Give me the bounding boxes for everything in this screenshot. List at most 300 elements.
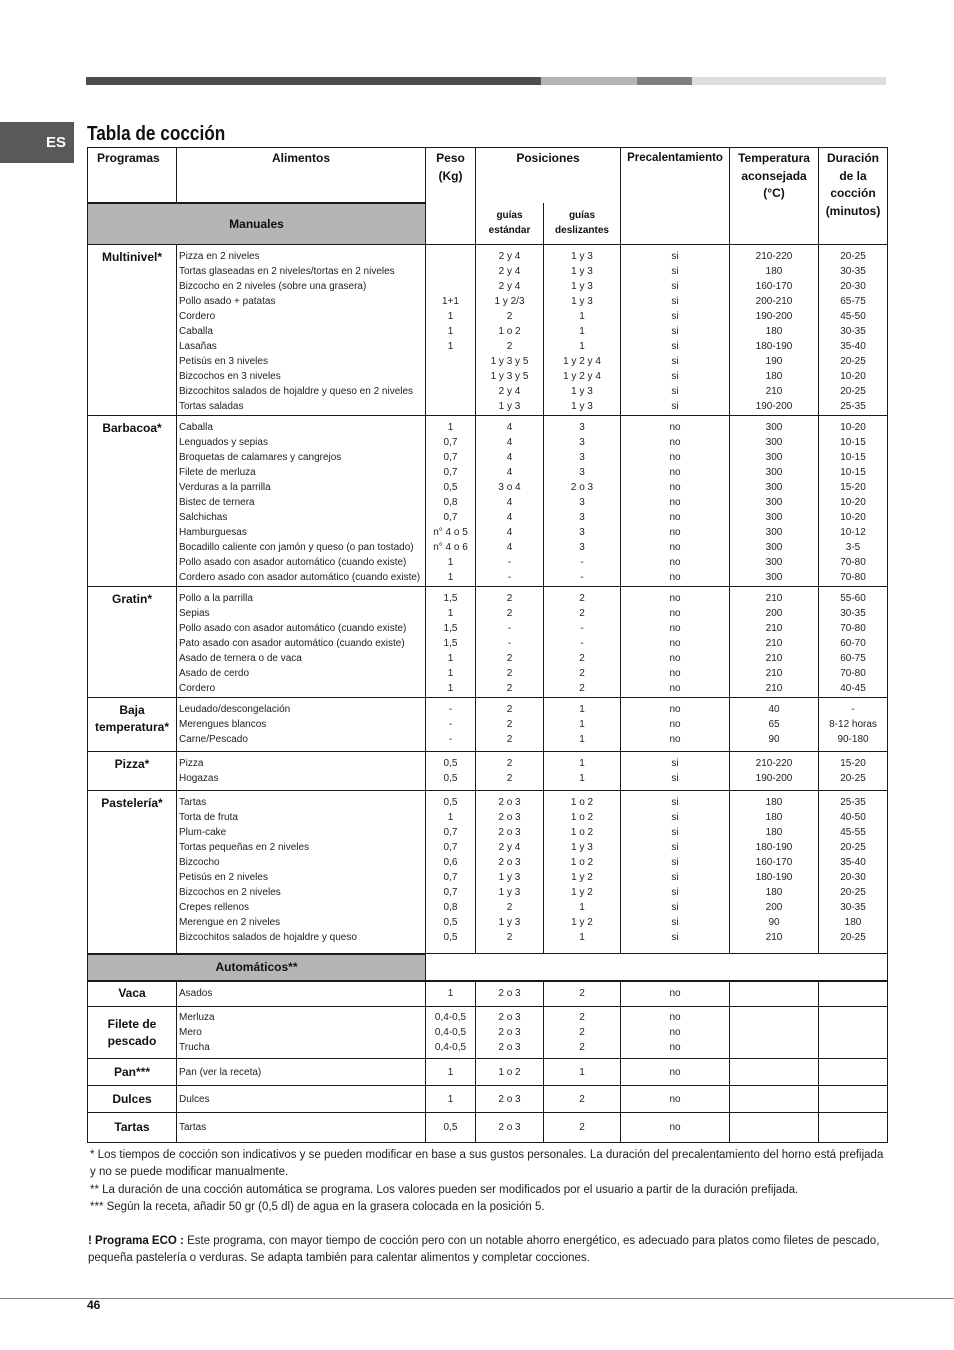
weight-value: 0,5 (443, 758, 458, 769)
preheat-value: no (669, 497, 681, 508)
preheat-value: si (671, 857, 679, 868)
standard-rack-cell (476, 1086, 544, 1113)
temperature-value: 300 (765, 422, 783, 433)
header-bar (86, 77, 886, 85)
standard-rack-position: 4 (506, 512, 513, 523)
sliding-rack-position: 1 o 2 (570, 812, 594, 823)
weight-value: 0,7 (443, 467, 458, 478)
temperature-cell (730, 587, 819, 698)
program-cell (88, 587, 177, 698)
weight-value: 0,5 (443, 932, 458, 943)
preheat-value: si (671, 872, 679, 883)
standard-rack-position: 2 (506, 902, 513, 913)
preheat-value: no (669, 623, 681, 634)
preheat-value: si (671, 371, 679, 382)
sliding-rack-position: 1 (579, 773, 585, 784)
weight-value: 0,7 (443, 842, 458, 853)
standard-rack-position: 2 y 4 (498, 842, 521, 853)
food-item: Bizcochitos salados de hojaldre y queso en 2 niveles (179, 386, 414, 397)
food-item: Bizcochos en 3 niveles (179, 371, 281, 382)
duration-value: 30-35 (840, 608, 866, 619)
weight-cell (426, 1113, 476, 1143)
preheat-cell (621, 752, 730, 791)
weight-value (426, 399, 475, 414)
footnote: ** La duración de una cocción automática se programa. Los valores pueden ser modificados por el usuario a partir de la duración prefijada. (90, 1183, 799, 1196)
sliding-rack-position: - (580, 557, 584, 568)
duration-value: 65-75 (840, 296, 866, 307)
standard-rack-position: 1 y 3 (498, 917, 521, 928)
food-item: Tortas pequeñas en 2 niveles (179, 842, 310, 853)
weight-value: 0,5 (443, 917, 458, 928)
duration-cell (819, 752, 888, 791)
footnote: * Los tiempos de cocción son indicativos y se pueden modificar en base a sus gustos personales. La duración del precalentamiento del horno está prefijada y no se puede modificar manualmente. (90, 1149, 884, 1179)
header-temperatura: Temperatura aconsejada (°C) (730, 148, 819, 245)
standard-rack-position: 2 o 3 (498, 1122, 521, 1133)
duration-value: 20-25 (840, 251, 866, 262)
sliding-rack-cell (544, 1113, 621, 1143)
header-alimentos: Alimentos (177, 148, 426, 203)
duration-value: 60-75 (840, 653, 866, 664)
sliding-rack-position: 3 (579, 542, 585, 553)
standard-rack-position: 2 o 3 (498, 988, 521, 1000)
sliding-rack-cell (544, 416, 621, 587)
duration-value: 10-15 (840, 437, 866, 448)
sliding-rack-position: 1 o 2 (570, 797, 594, 808)
food-item: Torta de fruta (179, 812, 238, 823)
weight-value: 1+1 (442, 296, 459, 307)
sliding-rack-cell (544, 1086, 621, 1113)
standard-rack-position: 4 (506, 467, 513, 478)
temperature-value: 210 (765, 638, 783, 649)
weight-value: 0,7 (443, 887, 458, 898)
temperature-value: 210 (765, 593, 783, 604)
food-item: Broquetas de calamares y cangrejos (179, 452, 342, 463)
food-item: Tortas glaseadas en 2 niveles/tortas en 2 niveles (179, 266, 395, 277)
temperature-value: 210 (765, 932, 783, 943)
food-item: Caballa (179, 326, 213, 337)
sliding-rack-cell (544, 752, 621, 791)
duration-value: 25-35 (840, 401, 866, 412)
table-header-row (88, 148, 888, 203)
duration-cell (819, 245, 888, 416)
sliding-rack-cell (544, 698, 621, 752)
duration-value: 30-35 (840, 326, 866, 337)
weight-value: 1 (447, 422, 454, 433)
sliding-rack-position: 3 (579, 512, 585, 523)
food-item: Bocadillo caliente con jamón y queso (o pan tostado) (179, 542, 414, 553)
preheat-cell (621, 791, 730, 954)
preheat-value: no (669, 452, 681, 463)
eco-note-text: Este programa, con mayor tiempo de cocción pero con un notable ahorro energético, es adecuado para platos como filetes de pescado, pequeña pastelería o verduras. Se adapta también para calentar alimentos y completar cocciones. (88, 1235, 880, 1264)
sliding-rack-position: - (580, 638, 584, 649)
weight-value: 1,5 (443, 638, 458, 649)
duration-cell (819, 1007, 888, 1059)
sliding-rack-position: 1 y 3 (571, 386, 593, 397)
temperature-value: 180 (765, 326, 783, 337)
standard-rack-cell (476, 981, 544, 1007)
weight-value: 1 (447, 668, 454, 679)
preheat-value: si (671, 326, 679, 337)
weight-cell (426, 245, 476, 416)
preheat-value: no (669, 593, 681, 604)
duration-value: 20-30 (840, 872, 866, 883)
duration-value: 35-40 (840, 857, 866, 868)
preheat-value: no (669, 482, 681, 493)
standard-rack-cell (476, 791, 544, 954)
preheat-value: si (671, 281, 679, 292)
duration-value: 20-30 (840, 281, 866, 292)
food-item: Hamburguesas (179, 527, 247, 538)
temperature-value: 180-190 (755, 842, 793, 853)
manual-program-row (88, 587, 888, 698)
duration-value: 20-25 (840, 386, 866, 397)
duration-value: 70-80 (840, 572, 866, 583)
temperature-value: 190-200 (755, 311, 793, 322)
temperature-value: 40 (768, 704, 780, 715)
food-item: Pizza en 2 niveles (179, 251, 260, 262)
food-item: Filete de merluza (179, 467, 256, 478)
food-item: Bizcochitos salados de hojaldre y queso (179, 932, 357, 943)
food-item: Carne/Pescado (179, 734, 248, 745)
temperature-value: 180-190 (755, 341, 793, 352)
duration-value: 20-25 (840, 842, 866, 853)
temperature-cell (730, 416, 819, 587)
weight-cell (426, 1059, 476, 1086)
weight-value: 1,5 (443, 593, 458, 604)
manual-program-row (88, 698, 888, 752)
weight-value: 1 (447, 1093, 454, 1105)
temperature-value: 210 (765, 653, 783, 664)
standard-rack-position: 1 y 3 y 5 (490, 356, 529, 367)
weight-value: 1 (447, 311, 454, 322)
food-item: Cordero (179, 311, 216, 322)
weight-value: 1,5 (443, 623, 458, 634)
duration-value: 35-40 (840, 341, 866, 352)
weight-value (426, 384, 475, 399)
standard-rack-position: 2 (506, 311, 513, 322)
food-item: Pizza (179, 758, 204, 769)
temperature-value: 180 (765, 371, 783, 382)
weight-value (426, 279, 475, 294)
sliding-rack-position: 3 (579, 437, 585, 448)
weight-value: - (448, 704, 453, 715)
preheat-value: si (671, 401, 679, 412)
preheat-value: si (671, 266, 679, 277)
duration-value: - (851, 704, 855, 715)
weight-value: 0,8 (443, 902, 458, 913)
automatic-programs-body (88, 981, 888, 1143)
food-item: Verduras a la parrilla (179, 482, 271, 493)
sliding-rack-position: 2 (579, 988, 585, 1000)
weight-value (426, 264, 475, 279)
program-cell (88, 1086, 177, 1113)
sliding-rack-position: 1 y 2 (571, 872, 593, 883)
weight-value: 1 (447, 683, 454, 694)
duration-value: 10-15 (840, 452, 866, 463)
food-cell (177, 1007, 426, 1059)
standard-rack-position: 4 (506, 452, 513, 463)
header-guias-estandar: guías estándar (476, 203, 544, 245)
weight-value: 1 (447, 326, 454, 337)
weight-cell (426, 698, 476, 752)
preheat-value: no (669, 719, 681, 730)
weight-value: 0,5 (443, 773, 458, 784)
sliding-rack-position: 1 o 2 (570, 857, 594, 868)
temperature-value: 200 (765, 608, 783, 619)
duration-cell (819, 698, 888, 752)
standard-rack-position: 2 (506, 593, 513, 604)
preheat-value: si (671, 356, 679, 367)
weight-value: 0,5 (443, 797, 458, 808)
weight-value: 0,4-0,5 (434, 1012, 467, 1023)
program-cell (88, 981, 177, 1007)
duration-value: 40-45 (840, 683, 866, 694)
standard-rack-position: 4 (506, 542, 513, 553)
standard-rack-position: 2 o 3 (498, 1093, 521, 1105)
sliding-rack-cell (544, 1007, 621, 1059)
weight-cell (426, 587, 476, 698)
standard-rack-position: 1 y 2/3 (494, 296, 525, 307)
sliding-rack-position: 2 (579, 653, 585, 664)
preheat-value: no (669, 557, 681, 568)
program-name: Multinivel* (101, 250, 162, 264)
temperature-value: 180-190 (755, 872, 793, 883)
weight-value: 0,6 (443, 857, 458, 868)
sliding-rack-position: 1 y 2 y 4 (563, 356, 601, 367)
sliding-rack-position: 1 y 3 (571, 266, 593, 277)
preheat-value: no (669, 704, 681, 715)
food-item: Sepias (179, 608, 210, 619)
preheat-value: si (671, 251, 679, 262)
program-name: Pizza* (114, 757, 150, 771)
duration-value: 3-5 (845, 542, 861, 553)
food-item: Bistec de ternera (179, 497, 255, 508)
standard-rack-position: 2 o 3 (498, 1012, 521, 1023)
standard-rack-position: 1 y 3 y 5 (490, 371, 529, 382)
temperature-value: 300 (765, 497, 783, 508)
preheat-cell (621, 981, 730, 1007)
program-name: Vaca (118, 986, 146, 1001)
duration-value: 10-12 (840, 527, 866, 538)
standard-rack-position: 4 (506, 437, 513, 448)
duration-value: 45-55 (840, 827, 866, 838)
preheat-value: no (669, 1093, 681, 1105)
duration-value: 30-35 (840, 902, 866, 913)
preheat-value: si (671, 917, 679, 928)
duration-value: 15-20 (840, 482, 866, 493)
duration-value: 60-70 (840, 638, 866, 649)
standard-rack-position: 4 (506, 422, 513, 433)
food-cell (177, 698, 426, 752)
header-bar-segment (86, 77, 541, 85)
header-posiciones: Posiciones (476, 148, 621, 203)
temperature-value: 300 (765, 512, 783, 523)
duration-value: 10-20 (840, 371, 866, 382)
weight-value: 0,4-0,5 (434, 1042, 467, 1053)
duration-value: 10-15 (840, 467, 866, 478)
temperature-value: 300 (765, 482, 783, 493)
standard-rack-position: 2 (506, 653, 513, 664)
standard-rack-cell (476, 752, 544, 791)
food-item: Pollo asado con asador automático (cuando existe) (179, 623, 407, 634)
footer-rule (0, 1298, 954, 1299)
automaticos-band: Automáticos** (88, 954, 426, 981)
preheat-value: no (669, 1042, 681, 1053)
sliding-rack-position: 1 (579, 719, 585, 730)
weight-value: 1 (447, 341, 454, 352)
duration-value: 8-12 horas (829, 719, 877, 730)
sliding-rack-position: 1 y 2 (571, 917, 593, 928)
preheat-value: si (671, 797, 679, 808)
duration-value: 20-25 (840, 773, 866, 784)
food-item: Tortas saladas (179, 401, 244, 412)
sliding-rack-position: 2 (579, 1093, 585, 1105)
header-bar-segment (541, 77, 637, 85)
sliding-rack-position: 1 y 3 (571, 296, 593, 307)
sliding-rack-position: 1 (579, 341, 585, 352)
sliding-rack-position: 1 y 2 (571, 887, 593, 898)
temperature-cell (730, 1086, 819, 1113)
food-item: Merluza (179, 1012, 215, 1023)
standard-rack-position: 2 y 4 (498, 386, 521, 397)
temperature-value: 300 (765, 467, 783, 478)
standard-rack-position: 2 (506, 341, 513, 352)
weight-value: 0,4-0,5 (434, 1027, 467, 1038)
duration-value: 55-60 (840, 593, 866, 604)
food-item: Crepes rellenos (179, 902, 250, 913)
food-item: Mero (179, 1027, 202, 1038)
weight-value (426, 369, 475, 384)
weight-cell (426, 1007, 476, 1059)
eco-note-label: ! Programa ECO : (88, 1235, 184, 1247)
food-cell (177, 791, 426, 954)
sliding-rack-position: 2 (579, 668, 585, 679)
food-item: Leudado/descongelación (179, 704, 291, 715)
header-programas: Programas (88, 148, 177, 203)
standard-rack-cell (476, 587, 544, 698)
preheat-value: no (669, 1122, 681, 1133)
standard-rack-position: 1 y 3 (498, 872, 521, 883)
standard-rack-position: 2 (506, 734, 513, 745)
sliding-rack-position: 2 (579, 608, 585, 619)
temperature-value: 190-200 (755, 773, 793, 784)
preheat-value: no (669, 527, 681, 538)
standard-rack-position: 2 (506, 668, 513, 679)
standard-rack-position: - (507, 557, 512, 568)
sliding-rack-cell (544, 587, 621, 698)
page-title: Tabla de cocción (87, 123, 226, 145)
sliding-rack-cell (544, 245, 621, 416)
standard-rack-position: 2 (506, 773, 513, 784)
preheat-value: no (669, 542, 681, 553)
food-item: Asados (179, 988, 213, 1000)
preheat-value: no (669, 608, 681, 619)
program-cell (88, 1059, 177, 1086)
manual-programs-body (88, 245, 888, 954)
preheat-value: no (669, 512, 681, 523)
preheat-cell (621, 587, 730, 698)
weight-value: 0,5 (443, 1122, 458, 1133)
automatic-band-body (88, 954, 888, 981)
temperature-value: 160-170 (755, 857, 793, 868)
sliding-rack-position: 1 (579, 758, 585, 769)
temperature-value: 200-210 (755, 296, 793, 307)
weight-value: 0,7 (443, 872, 458, 883)
sliding-rack-position: - (580, 572, 584, 583)
standard-rack-cell (476, 1007, 544, 1059)
duration-value: 20-25 (840, 932, 866, 943)
program-name: Dulces (112, 1091, 152, 1106)
preheat-cell (621, 1086, 730, 1113)
food-item: Pato asado con asador automático (cuando existe) (179, 638, 405, 649)
preheat-value: si (671, 842, 679, 853)
temperature-value: 65 (768, 719, 780, 730)
food-item: Merengue en 2 niveles (179, 917, 281, 928)
food-item: Cordero asado con asador automático (cuando existe) (179, 572, 421, 583)
standard-rack-cell (476, 245, 544, 416)
sliding-rack-position: 1 y 3 (571, 401, 593, 412)
preheat-value: no (669, 572, 681, 583)
food-item: Pan (ver la receta) (179, 1066, 262, 1078)
standard-rack-position: 2 (506, 608, 513, 619)
preheat-value: si (671, 341, 679, 352)
program-cell (88, 1007, 177, 1059)
header-bar-segment (692, 77, 886, 85)
weight-value: 1 (447, 812, 454, 823)
standard-rack-position: 2 (506, 758, 513, 769)
sliding-rack-position: 1 (579, 704, 585, 715)
duration-value: 70-80 (840, 623, 866, 634)
food-cell (177, 752, 426, 791)
temperature-value: 300 (765, 452, 783, 463)
preheat-value: si (671, 887, 679, 898)
page-number: 46 (87, 1298, 101, 1312)
preheat-cell (621, 416, 730, 587)
preheat-value: si (671, 758, 679, 769)
temperature-cell (730, 981, 819, 1007)
standard-rack-position: 2 o 3 (498, 812, 521, 823)
program-name: Barbacoa* (102, 421, 162, 435)
weight-value: 0,7 (443, 512, 458, 523)
food-item: Petisús en 3 niveles (179, 356, 268, 367)
food-cell (177, 1086, 426, 1113)
standard-rack-position: 2 o 3 (498, 857, 521, 868)
sliding-rack-position: 1 (579, 734, 585, 745)
sliding-rack-position: 2 (579, 593, 585, 604)
program-name: Filete de pescado (107, 1016, 157, 1048)
temperature-value: 210 (765, 683, 783, 694)
duration-value: 45-50 (840, 311, 866, 322)
preheat-value: no (669, 988, 681, 1000)
manual-program-row (88, 416, 888, 587)
duration-value: 25-35 (840, 797, 866, 808)
duration-value: 20-25 (840, 887, 866, 898)
duration-value: 10-20 (840, 422, 866, 433)
automatic-program-row (88, 981, 888, 1007)
preheat-value: si (671, 296, 679, 307)
manual-program-row (88, 752, 888, 791)
standard-rack-position: - (507, 638, 512, 649)
automaticos-band-row (88, 954, 888, 981)
sliding-rack-position: 3 (579, 497, 585, 508)
preheat-value: no (669, 1027, 681, 1038)
food-cell (177, 981, 426, 1007)
sliding-rack-position: 2 (579, 1122, 585, 1133)
temperature-value: 300 (765, 557, 783, 568)
food-item: Bizcocho (179, 857, 220, 868)
weight-value: 1 (447, 1066, 454, 1078)
preheat-value: no (669, 653, 681, 664)
